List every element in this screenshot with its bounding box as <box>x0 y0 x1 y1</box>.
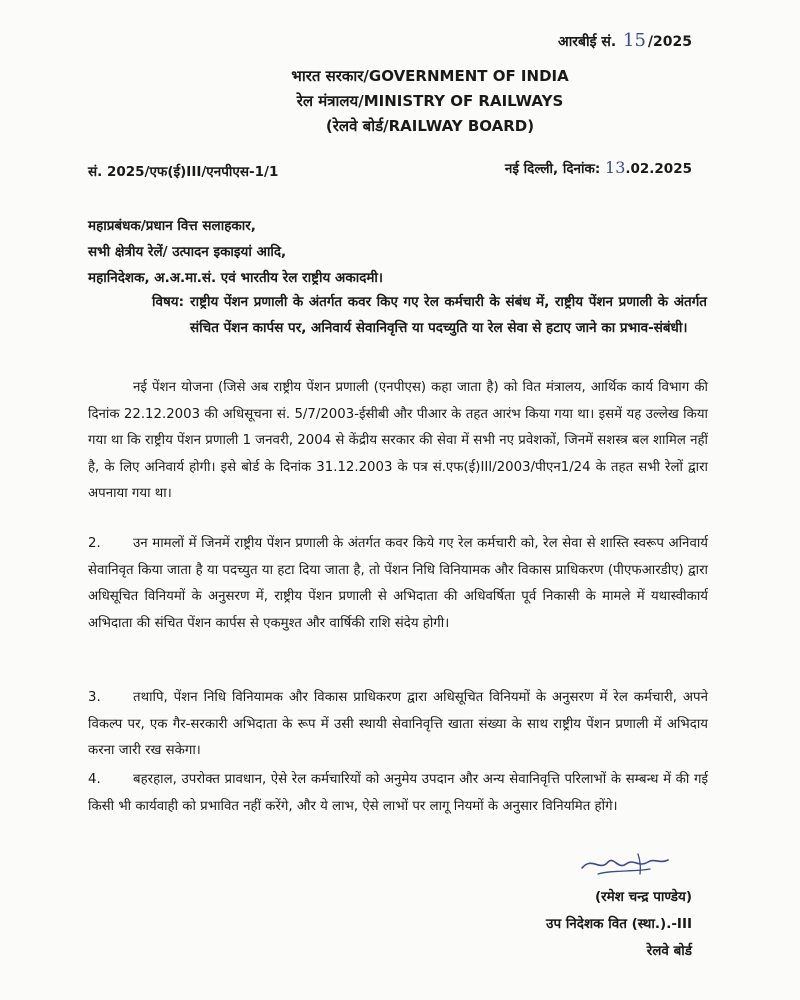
signatory-block <box>546 884 692 965</box>
paragraph-text: तथापि, पेंशन निधि विनियामक और विकास प्राधिकरण द्वारा अधिसूचित विनियमों के अनुसरण में रेल कर्मचारी, अपने विकल्प पर, एक गैर-सरकारी अभिदाता के रूप में उसी स्थायी सेवानिवृत्ति खाता संख्या के साथ राष्ट्रीय पेंशन प्रणाली में अभिदाय करना जारी रख सकेगा। <box>88 690 708 758</box>
addressee-line: महानिदेशक, अ.अ.मा.सं. एवं भारतीय रेल राष्ट्रीय अकादमी। <box>88 270 384 286</box>
subject-text: राष्ट्रीय पेंशन प्रणाली के अंतर्गत कवर किए गए रेल कर्मचारी के संबंध में, राष्ट्रीय पेंशन प्रणाली के अंतर्गत संचित पेंशन कार्पस पर, अनिवार्य सेवानिवृत्ति या पदच्युति या रेल सेवा से हटाए जाने का प्रभाव-संबंधी। <box>190 294 707 336</box>
header-line-ministry: रेल मंत्रालय/MINISTRY OF RAILWAYS <box>296 92 564 110</box>
addressee-line: महाप्रबंधक/प्रधान वित्त सलाहकार, <box>88 218 256 234</box>
rbe-prefix: आरबीई सं. <box>557 34 617 50</box>
addressee-line: सभी क्षेत्रीय रेलें/ उत्पादन इकाइयां आदि, <box>88 244 287 260</box>
subject-block <box>152 289 707 341</box>
header-line-government: भारत सरकार/GOVERNMENT OF INDIA <box>291 67 569 85</box>
paragraph-number: 3. <box>88 690 101 705</box>
paragraph-number: 4. <box>88 772 101 787</box>
handwritten-signature <box>578 848 673 880</box>
paragraph-number: 2. <box>88 536 101 551</box>
paragraph-text: नई पेंशन योजना (जिसे अब राष्ट्रीय पेंशन प्रणाली (एनपीएस) कहा जाता है) को वित मंत्रालय, आर्थिक कार्य विभाग की दिनांक 22.12.2003 की अधिसूचना सं. 5/7/2003-ईसीबी और पीआर के तहत आरंभ किया गया था। इसमें यह उल्लेख किया गया था कि राष्ट्रीय पेंशन प्रणाली 1 जनवरी, 2004 से केंद्रीय सरकार की सेवा में सभी नए प्रवेशकों, जिनमें सशस्त्र बल शामिल नहीं है, के लिए अनिवार्य होगी। इसे बोर्ड के दिनांक 31.12.2003 के पत्र सं.एफ(ई)III/2003/पीएन1/24 के तहत सभी रेलों द्वारा अपनाया गया था। <box>88 380 708 501</box>
date-rest: .02.2025 <box>625 161 692 177</box>
rbe-handwritten-number: 15 <box>623 30 646 51</box>
paragraph-text: उन मामलों में जिनमें राष्ट्रीय पेंशन प्रणाली के अंतर्गत कवर किये गए रेल कर्मचारी को, रेल सेवा से शास्ति स्वरूप अनिवार्य सेवानिवृत किया जाता है या पदच्युत या हटा दिया जाता है, तो पेंशन निधि विनियामक और विकास प्राधिकरण (पीएफआरडीए) द्वारा अधिसूचित विनियमों के अनुसरण में, राष्ट्रीय पेंशन प्रणाली से अभिदाता की अधिवर्षिता पूर्व निकासी के मामले में यथास्वीकार्य अभिदाता की संचित पेंशन कार्पस से एकमुश्त और वार्षिकी राशि संदेय होगी। <box>88 536 708 631</box>
signatory-office: रेलवे बोर्ड <box>646 943 692 959</box>
signatory-designation: उप निदेशक वित (स्था.).-III <box>546 916 692 932</box>
signatory-name: (रमेश चन्द्र पाण्डेय) <box>594 889 692 905</box>
addressee-block <box>88 213 383 291</box>
paragraph-2 <box>88 531 708 637</box>
header-line-board: (रेलवे बोर्ड/RAILWAY BOARD) <box>325 117 535 135</box>
subject-label: विषय: <box>152 294 185 310</box>
paragraph-1 <box>88 375 708 508</box>
letterhead <box>0 64 800 139</box>
date-handwritten-day: 13 <box>605 158 626 177</box>
paragraph-3 <box>88 685 708 765</box>
letter-number: सं. 2025/एफ(ई)III/एनपीएस-1/1 <box>88 164 279 180</box>
paragraph-text: बहरहाल, उपरोक्त प्रावधान, ऐसे रेल कर्मचारियों को अनुमेय उपदान और अन्य सेवानिवृत्ति परिलाभों के सम्बन्ध में की गई किसी भी कार्यवाही को प्रभावित नहीं करेंगे, और ये लाभ, ऐसे लाभों पर लागू नियमों के अनुसार विनियमित होंगे। <box>88 772 708 814</box>
letter-date <box>505 158 692 177</box>
rbe-number <box>558 30 692 51</box>
rbe-suffix: /2025 <box>647 34 692 50</box>
paragraph-4 <box>88 767 708 820</box>
date-prefix: नई दिल्ली, दिनांक: <box>504 161 601 177</box>
